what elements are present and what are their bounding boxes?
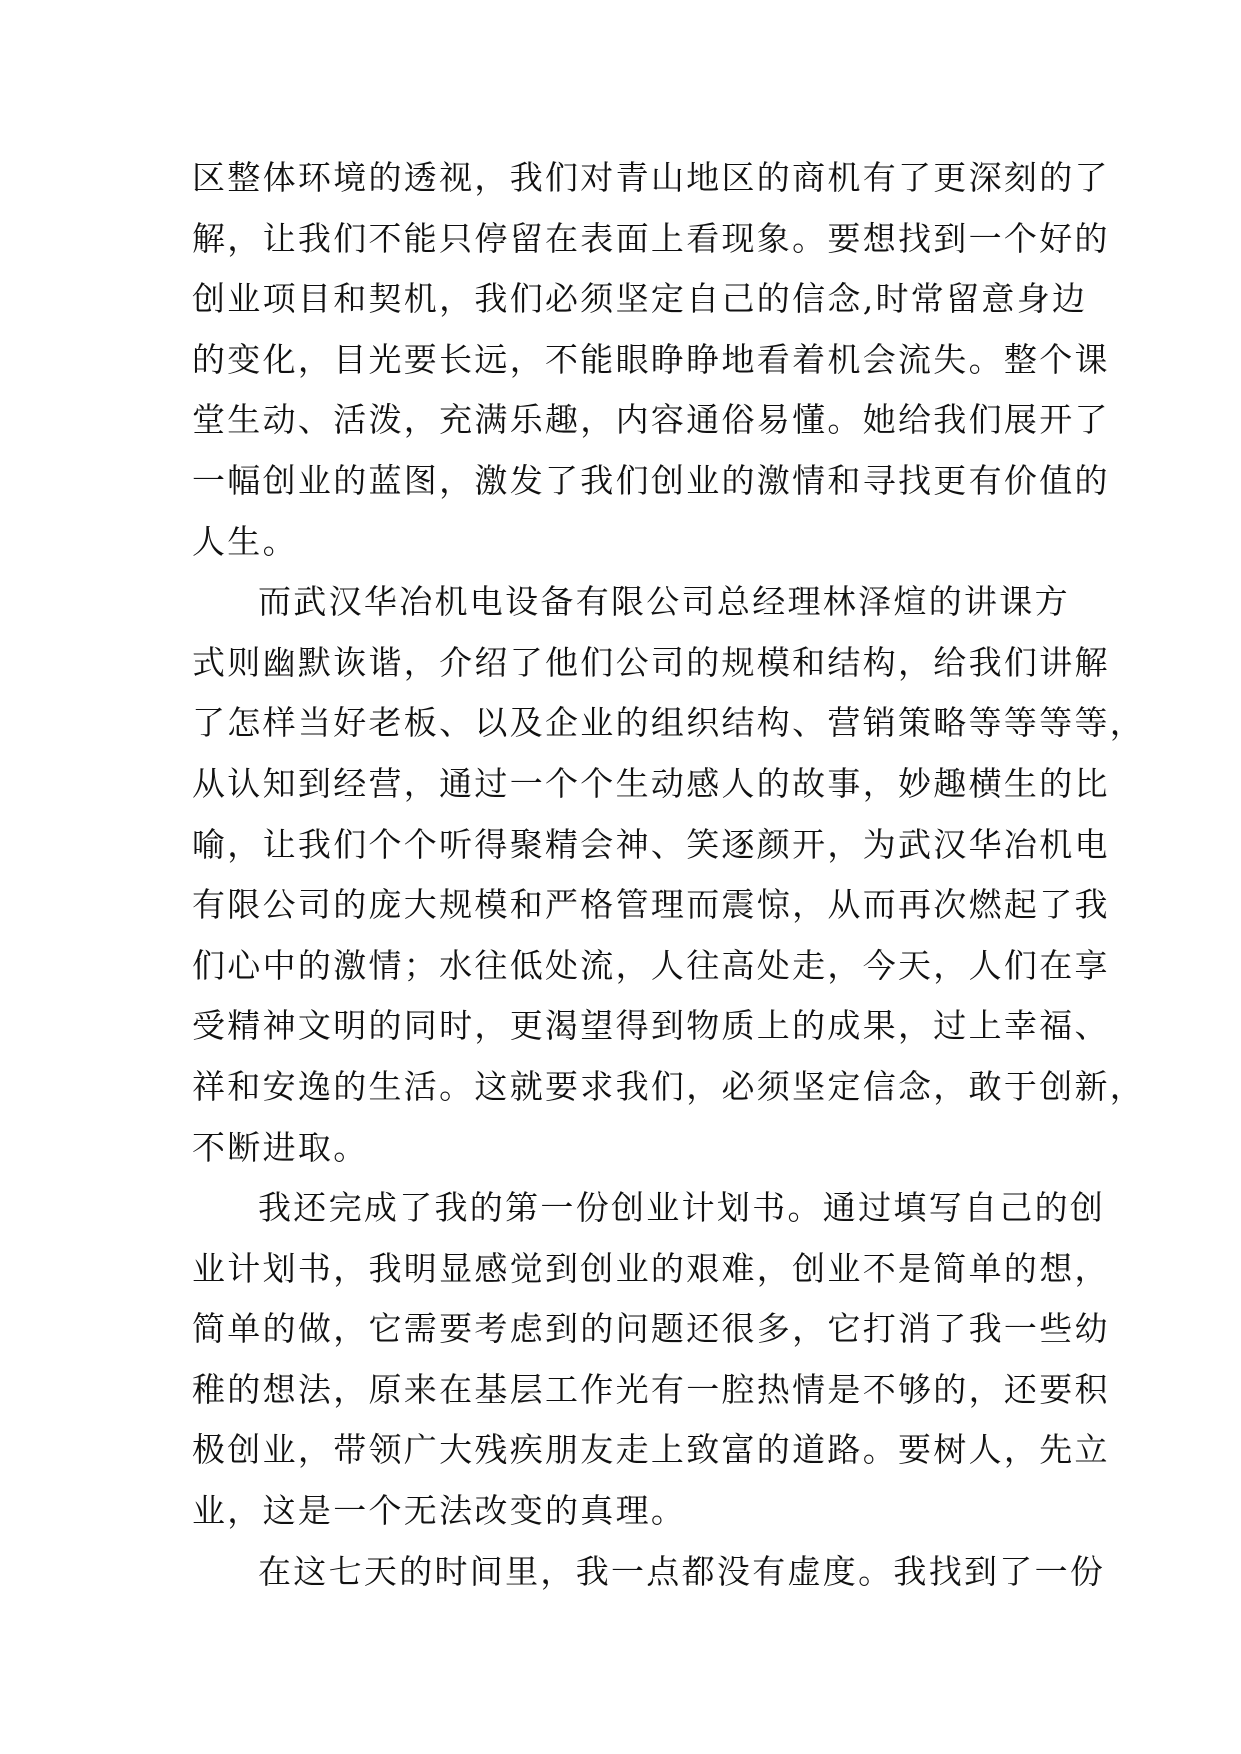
text-line: 的变化，目光要长远，不能眼睁睁地看着机会流失。整个课 <box>192 339 1110 379</box>
text-line: 们心中的激情；水往低处流，人往高处走，今天，人们在享 <box>192 945 1110 985</box>
text-line: 我还完成了我的第一份创业计划书。通过填写自己的创 <box>258 1188 1106 1228</box>
text-line: 从认知到经营，通过一个个生动感人的故事，妙趣横生的比 <box>192 763 1110 803</box>
text-line: 稚的想法，原来在基层工作光有一腔热情是不够的，还要积 <box>192 1369 1110 1409</box>
text-line: 业，这是一个无法改变的真理。 <box>192 1491 687 1531</box>
text-line: 在这七天的时间里，我一点都没有虚度。我找到了一份 <box>258 1551 1106 1591</box>
text-line: 了怎样当好老板、以及企业的组织结构、营销策略等等等等， <box>192 703 1146 743</box>
text-line: 解，让我们不能只停留在表面上看现象。要想找到一个好的 <box>192 218 1110 258</box>
text-line: 简单的做，它需要考虑到的问题还很多，它打消了我一些幼 <box>192 1309 1110 1349</box>
text-line: 一幅创业的蓝图，激发了我们创业的激情和寻找更有价值的 <box>192 460 1110 500</box>
paragraph-2 <box>192 572 1146 1178</box>
text-line: 不断进取。 <box>192 1127 369 1167</box>
document-body <box>192 148 1146 1602</box>
paragraph-3 <box>192 1178 1110 1542</box>
text-line: 祥和安逸的生活。这就要求我们，必须坚定信念，敢于创新， <box>192 1066 1146 1106</box>
text-line: 喻，让我们个个听得聚精会神、笑逐颜开，为武汉华冶机电 <box>192 824 1110 864</box>
text-line: 受精神文明的同时，更渴望得到物质上的成果，过上幸福、 <box>192 1006 1110 1046</box>
text-line: 创业项目和契机，我们必须坚定自己的信念,时常留意身边 <box>192 279 1088 319</box>
text-line: 区整体环境的透视，我们对青山地区的商机有了更深刻的了 <box>192 158 1110 197</box>
text-line: 堂生动、活泼，充满乐趣，内容通俗易懂。她给我们展开了 <box>192 400 1110 440</box>
text-line: 而武汉华冶机电设备有限公司总经理林泽煊的讲课方 <box>258 582 1070 622</box>
text-line: 有限公司的庞大规模和严格管理而震惊，从而再次燃起了我 <box>192 885 1110 925</box>
text-line: 业计划书，我明显感觉到创业的艰难，创业不是简单的想， <box>192 1248 1110 1288</box>
text-line: 式则幽默诙谐，介绍了他们公司的规模和结构，给我们讲解 <box>192 642 1110 682</box>
paragraph-4 <box>192 1542 1106 1603</box>
text-line: 人生。 <box>192 521 298 561</box>
paragraph-1 <box>192 148 1110 572</box>
text-line: 极创业，带领广大残疾朋友走上致富的道路。要树人，先立 <box>192 1430 1110 1470</box>
